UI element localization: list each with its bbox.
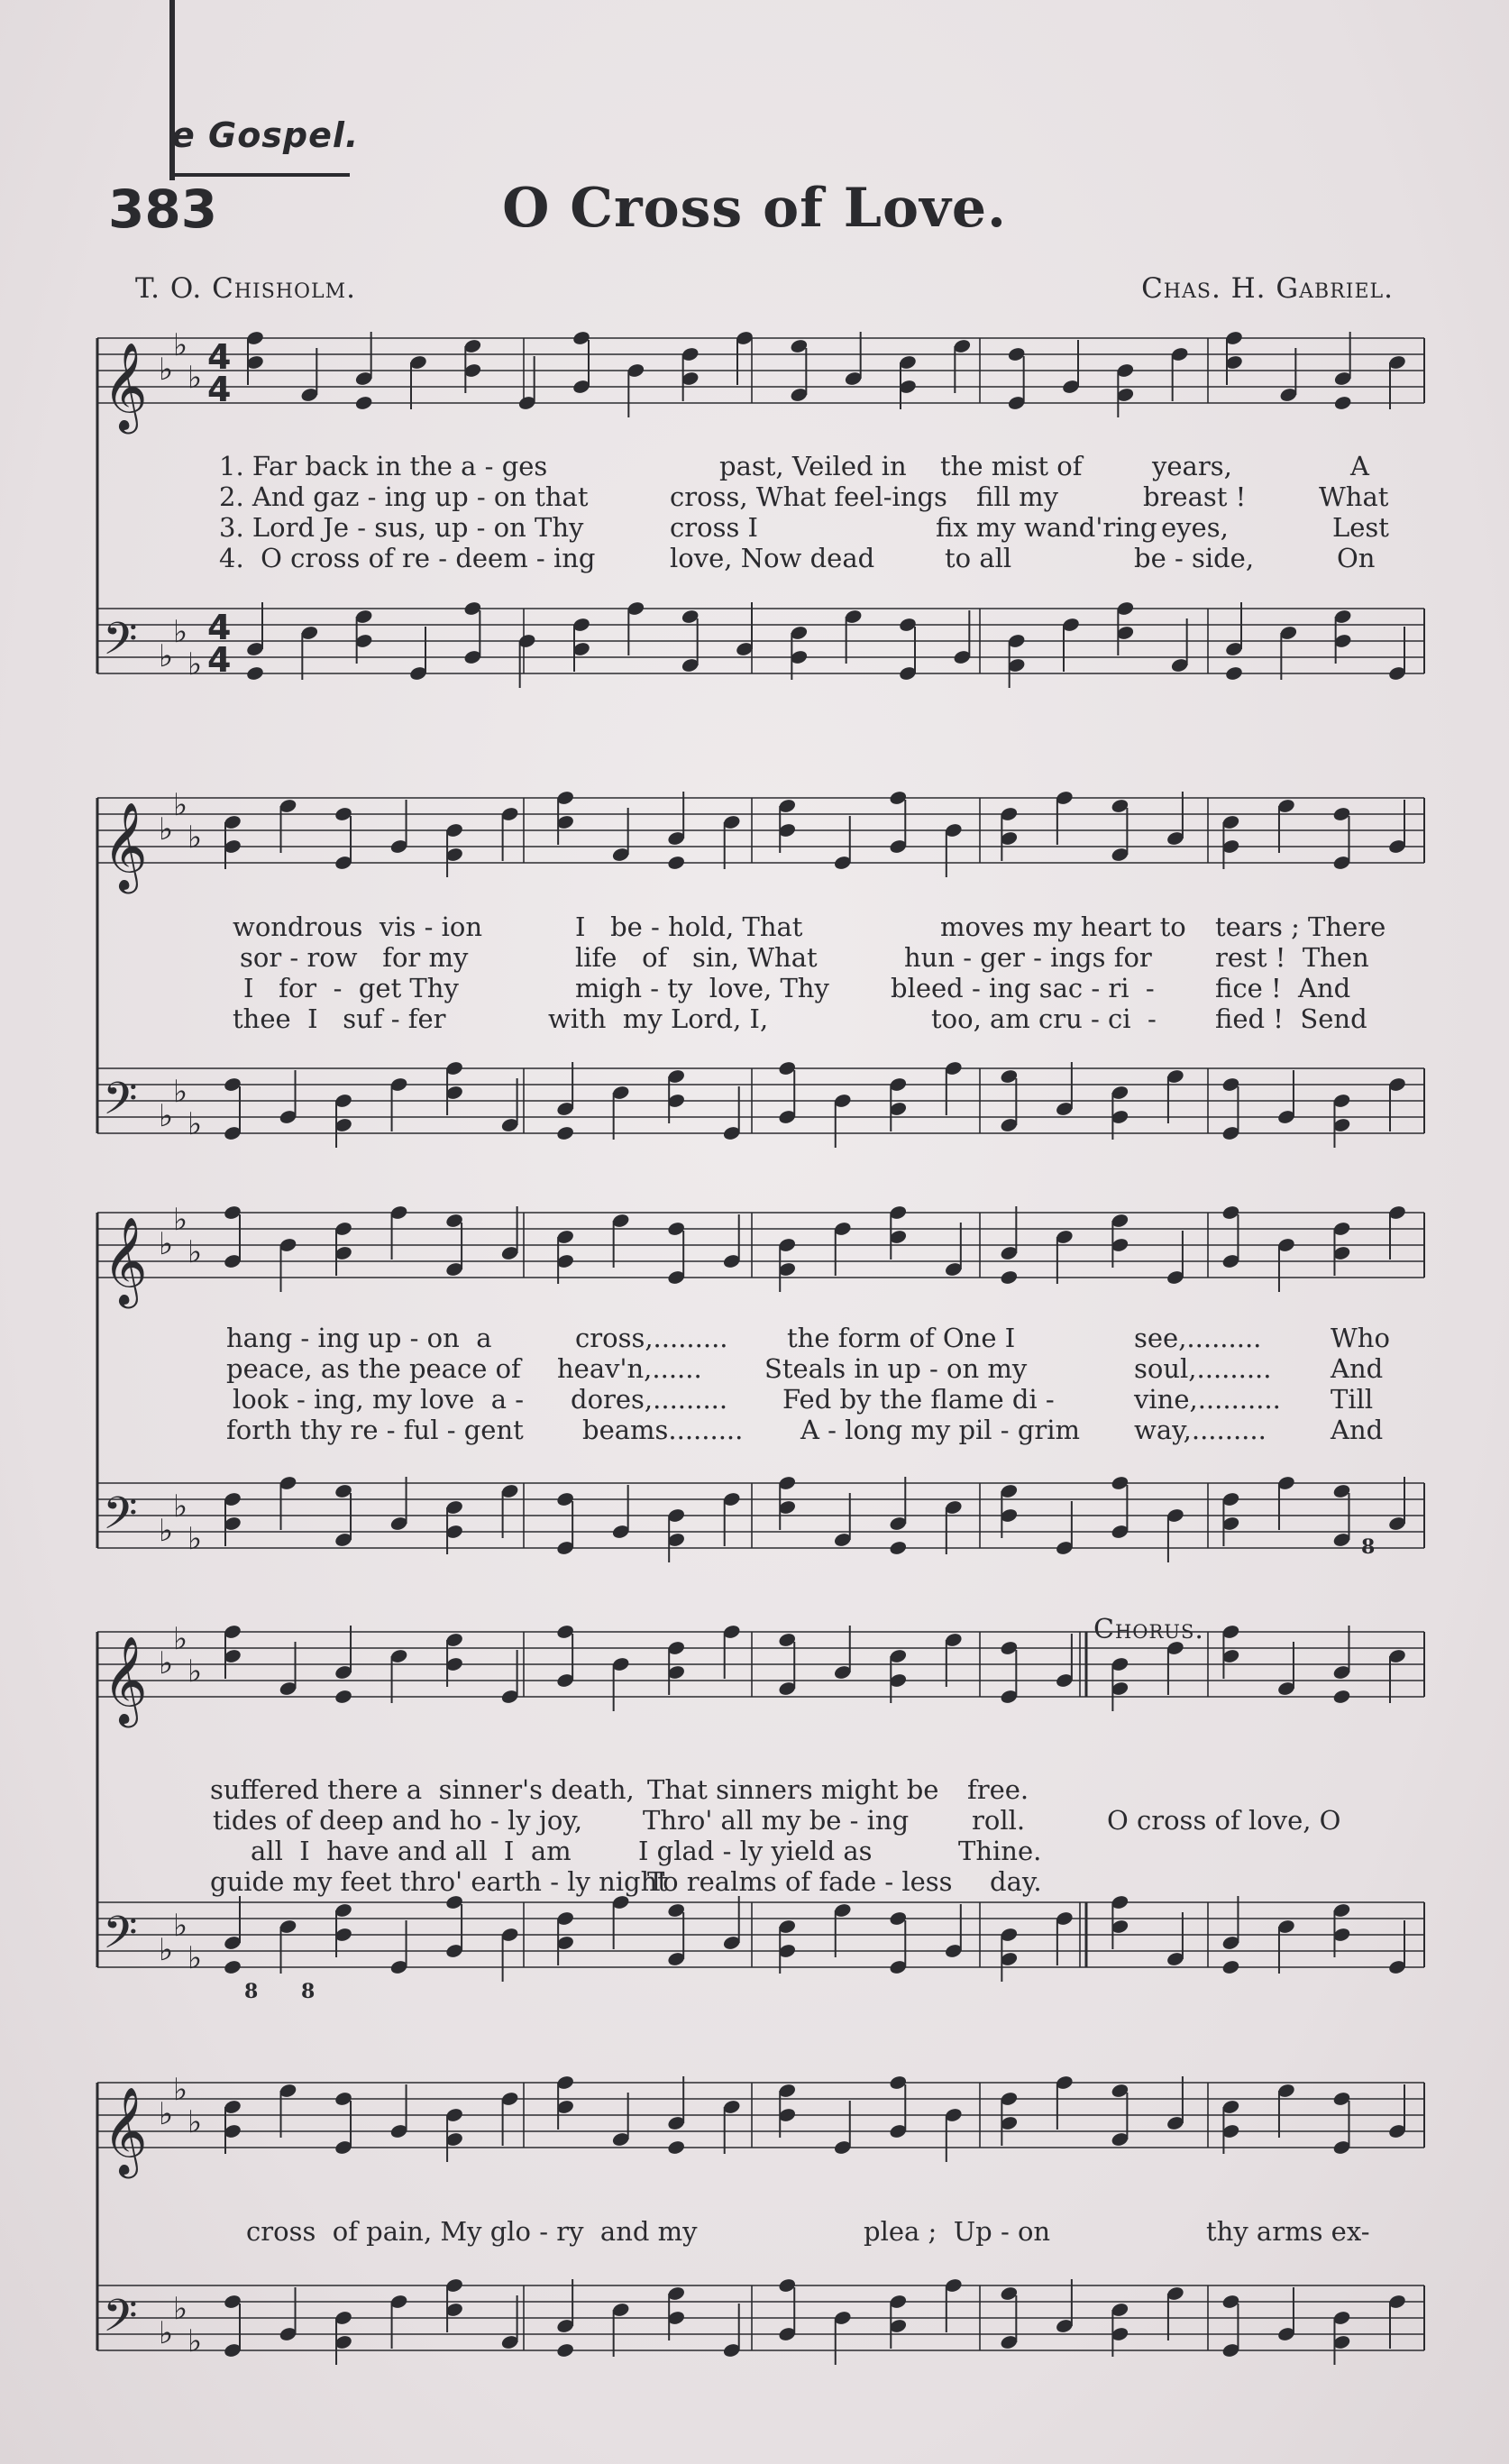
lyric-fragment: guide my feet thro' earth - ly night — [210, 1866, 668, 1897]
treble-clef-icon: 𝄞 — [103, 2086, 148, 2175]
bass-figure-row — [97, 1980, 1424, 2016]
lyric-fragment: Steals in up - on my — [764, 1353, 1028, 1384]
lyric-fragment: That sinners might be — [647, 1774, 939, 1805]
lyric-fragment: roll. — [972, 1805, 1026, 1836]
lyric-fragment: And — [1331, 1353, 1384, 1384]
notehead — [1224, 665, 1243, 682]
treble-staff-5 — [97, 2065, 1424, 2461]
lyric-fragment: 4. O cross of re - deem - ing — [219, 543, 596, 573]
lyric-fragment: tears ; There — [1215, 911, 1386, 942]
lyric-fragment: plea ; Up - on — [864, 2216, 1051, 2247]
composer-credit: Chas. H. Gabriel. — [1141, 272, 1394, 305]
chorus-label: Chorus. — [1093, 1614, 1204, 1645]
notehead — [1221, 1959, 1240, 1975]
bass-clef-icon: 𝄢 — [103, 613, 138, 676]
flat-sign-icon: ♭ — [187, 820, 203, 856]
lyric-fragment: be - side, — [1134, 543, 1255, 573]
flat-sign-icon: ♭ — [159, 2096, 174, 2132]
time-signature-digit: 4 — [207, 337, 232, 377]
lyric-line — [97, 1323, 1424, 1353]
lyric-line — [97, 543, 1424, 573]
bass-clef-icon: 𝄢 — [103, 1488, 138, 1551]
lyric-fragment: cross, What feel-ings — [670, 481, 947, 512]
notehead — [667, 855, 686, 871]
lyric-fragment: breast ! — [1143, 481, 1247, 512]
flat-sign-icon: ♭ — [173, 2072, 188, 2108]
lyric-line — [97, 1384, 1424, 1415]
lyric-fragment: migh - ty love, Thy — [575, 973, 829, 1003]
lyric-fragment: cross,......... — [575, 1323, 728, 1353]
flat-sign-icon: ♭ — [159, 1932, 174, 1968]
lyric-fragment: 3. Lord Je - sus, up - on Thy — [219, 512, 584, 543]
flat-sign-icon: ♭ — [187, 1521, 203, 1557]
lyric-line — [97, 973, 1424, 1003]
lyric-fragment: I glad - ly yield as — [638, 1836, 873, 1866]
flat-sign-icon: ♭ — [187, 1940, 203, 1976]
lyric-fragment: cross of pain, My glo - ry and my — [246, 2216, 698, 2247]
running-head: e Gospel. — [171, 115, 360, 155]
lyric-fragment: rest ! Then — [1215, 942, 1369, 973]
lyric-line — [97, 2216, 1424, 2247]
flat-sign-icon: ♭ — [187, 1653, 203, 1690]
treble-clef-icon: 𝄞 — [103, 1216, 148, 1305]
hymn-number: 383 — [108, 179, 218, 240]
lyric-fragment: past, Veiled in — [719, 451, 907, 481]
flat-sign-icon: ♭ — [173, 1621, 188, 1657]
lyric-fragment: the mist of — [940, 451, 1083, 481]
lyric-line — [97, 1836, 1424, 1866]
notehead — [334, 1689, 352, 1705]
flat-sign-icon: ♭ — [187, 646, 203, 682]
lyric-line — [97, 512, 1424, 543]
flat-sign-icon: ♭ — [173, 1074, 188, 1110]
notehead — [555, 2342, 574, 2359]
music-system-5 — [97, 2065, 1424, 2461]
lyric-fragment: with my Lord, I, — [548, 1003, 769, 1034]
flat-sign-icon: ♭ — [159, 352, 174, 388]
lyric-fragment: Thine. — [958, 1836, 1042, 1866]
lyric-fragment: Fed by the flame di - — [782, 1384, 1055, 1415]
lyric-fragment: 2. And gaz - ing up - on that — [219, 481, 589, 512]
lyric-fragment: heav'n,...... — [557, 1353, 702, 1384]
treble-clef-icon: 𝄞 — [103, 801, 148, 890]
music-system-1 — [97, 320, 1424, 735]
lyric-line — [97, 1866, 1424, 1897]
lyric-fragment: peace, as the peace of — [226, 1353, 521, 1384]
lyric-line — [97, 1415, 1424, 1445]
treble-clef-icon: 𝄞 — [103, 1635, 148, 1724]
lyric-fragment: suffered there a sinner's death, — [210, 1774, 635, 1805]
lyric-line — [97, 942, 1424, 973]
lyric-fragment: beams......... — [582, 1415, 744, 1445]
lyric-fragment: thy arms ex- — [1206, 2216, 1370, 2247]
lyric-fragment: I be - hold, That — [575, 911, 803, 942]
lyric-fragment: bleed - ing sac - ri - — [891, 973, 1155, 1003]
flat-sign-icon: ♭ — [159, 638, 174, 674]
bass-figure: 8 — [244, 1980, 259, 2003]
lyric-fragment: Who — [1331, 1323, 1390, 1353]
flat-sign-icon: ♭ — [187, 360, 203, 396]
bass-clef-icon: 𝄢 — [103, 2290, 138, 2353]
notehead — [555, 1125, 574, 1141]
flat-sign-icon: ♭ — [159, 1226, 174, 1262]
lyric-fragment: thee I suf - fer — [233, 1003, 446, 1034]
music-system-3 — [97, 1195, 1424, 1573]
lyric-fragment: cross I — [670, 512, 759, 543]
lyric-fragment: soul,......... — [1134, 1353, 1272, 1384]
notehead — [354, 395, 373, 411]
bass-figure: 8 — [1361, 1535, 1376, 1559]
lyric-fragment: tides of deep and ho - ly joy, — [213, 1805, 583, 1836]
lyric-fragment: see,......... — [1134, 1323, 1262, 1353]
notehead — [223, 1959, 242, 1975]
lyric-fragment: way,......... — [1134, 1415, 1267, 1445]
flat-sign-icon: ♭ — [173, 2291, 188, 2327]
author-credit: T. O. Chisholm. — [135, 272, 357, 305]
lyric-line — [97, 911, 1424, 942]
lyric-fragment: years, — [1152, 451, 1232, 481]
time-signature-digit: 4 — [207, 640, 232, 680]
notehead — [1000, 1269, 1019, 1286]
flat-sign-icon: ♭ — [159, 811, 174, 847]
lyric-fragment: life of sin, What — [575, 942, 818, 973]
lyric-fragment: eyes, — [1161, 512, 1229, 543]
lyric-fragment: fix my wand'ring — [936, 512, 1157, 543]
lyric-line — [97, 481, 1424, 512]
lyric-line — [97, 1353, 1424, 1384]
flat-sign-icon: ♭ — [187, 2323, 203, 2359]
lyric-fragment: I for - get Thy — [243, 973, 459, 1003]
lyric-line — [97, 1003, 1424, 1034]
lyric-fragment: 1. Far back in the a - ges — [219, 451, 548, 481]
flat-sign-icon: ♭ — [173, 327, 188, 363]
notehead — [245, 665, 264, 682]
music-system-2 — [97, 780, 1424, 1159]
flat-sign-icon: ♭ — [173, 1202, 188, 1238]
flat-sign-icon: ♭ — [159, 1513, 174, 1549]
lyric-fragment: free. — [967, 1774, 1029, 1805]
flat-sign-icon: ♭ — [187, 1234, 203, 1270]
lyric-fragment: sor - row for my — [240, 942, 469, 973]
lyric-fragment: On — [1337, 543, 1376, 573]
lyric-fragment: O cross of love, O — [1107, 1805, 1341, 1836]
lyric-fragment: fied ! Send — [1215, 1003, 1367, 1034]
flat-sign-icon: ♭ — [173, 1908, 188, 1944]
bass-clef-icon: 𝄢 — [103, 1907, 138, 1970]
lyric-fragment: fill my — [976, 481, 1058, 512]
flat-sign-icon: ♭ — [173, 614, 188, 650]
lyric-fragment: A — [1350, 451, 1369, 481]
bass-figure: 8 — [301, 1980, 316, 2003]
lyric-fragment: day. — [990, 1866, 1042, 1897]
flat-sign-icon: ♭ — [173, 1488, 188, 1525]
lyric-fragment: to all — [945, 543, 1012, 573]
music-system-4 — [97, 1614, 1424, 2029]
lyric-fragment: A - long my pil - grim — [800, 1415, 1081, 1445]
lyric-fragment: hang - ing up - on a — [226, 1323, 492, 1353]
lyric-fragment: the form of One I — [787, 1323, 1016, 1353]
hymn-title: O Cross of Love. — [502, 177, 1007, 240]
lyric-fragment: forth thy re - ful - gent — [226, 1415, 524, 1445]
lyric-fragment: To realms of fade - less — [647, 1866, 953, 1897]
notehead — [667, 2139, 686, 2156]
flat-sign-icon: ♭ — [187, 1106, 203, 1142]
lyric-fragment: too, am cru - ci - — [931, 1003, 1157, 1034]
lyric-fragment: love, Now dead — [670, 543, 875, 573]
lyric-fragment: Till — [1331, 1384, 1374, 1415]
lyric-fragment: What — [1319, 481, 1389, 512]
lyric-fragment: wondrous vis - ion — [233, 911, 483, 942]
flat-sign-icon: ♭ — [187, 2104, 203, 2140]
flat-sign-icon: ♭ — [159, 1645, 174, 1681]
lyric-fragment: And — [1331, 1415, 1384, 1445]
flat-sign-icon: ♭ — [159, 2315, 174, 2351]
lyric-fragment: hun - ger - ings for — [904, 942, 1152, 973]
bass-figure-row — [97, 1535, 1424, 1571]
bass-clef-icon: 𝄢 — [103, 1073, 138, 1136]
lyric-fragment: all I have and all I am — [251, 1836, 572, 1866]
lyric-fragment: Lest — [1332, 512, 1389, 543]
lyric-fragment: dores,......... — [571, 1384, 728, 1415]
notehead — [1332, 1689, 1351, 1705]
lyric-line — [97, 1774, 1424, 1805]
lyric-fragment: fice ! And — [1215, 973, 1351, 1003]
notehead — [1333, 395, 1352, 411]
lyric-fragment: look - ing, my love a - — [233, 1384, 525, 1415]
lyric-line — [97, 1805, 1424, 1836]
treble-clef-icon: 𝄞 — [103, 342, 148, 430]
time-signature-digit: 4 — [207, 608, 232, 647]
time-signature-digit: 4 — [207, 370, 232, 409]
flat-sign-icon: ♭ — [173, 787, 188, 823]
lyric-fragment: vine,.......... — [1134, 1384, 1281, 1415]
flat-sign-icon: ♭ — [159, 1098, 174, 1134]
lyric-fragment: Thro' all my be - ing — [643, 1805, 910, 1836]
lyric-line — [97, 451, 1424, 481]
lyric-fragment: moves my heart to — [940, 911, 1186, 942]
